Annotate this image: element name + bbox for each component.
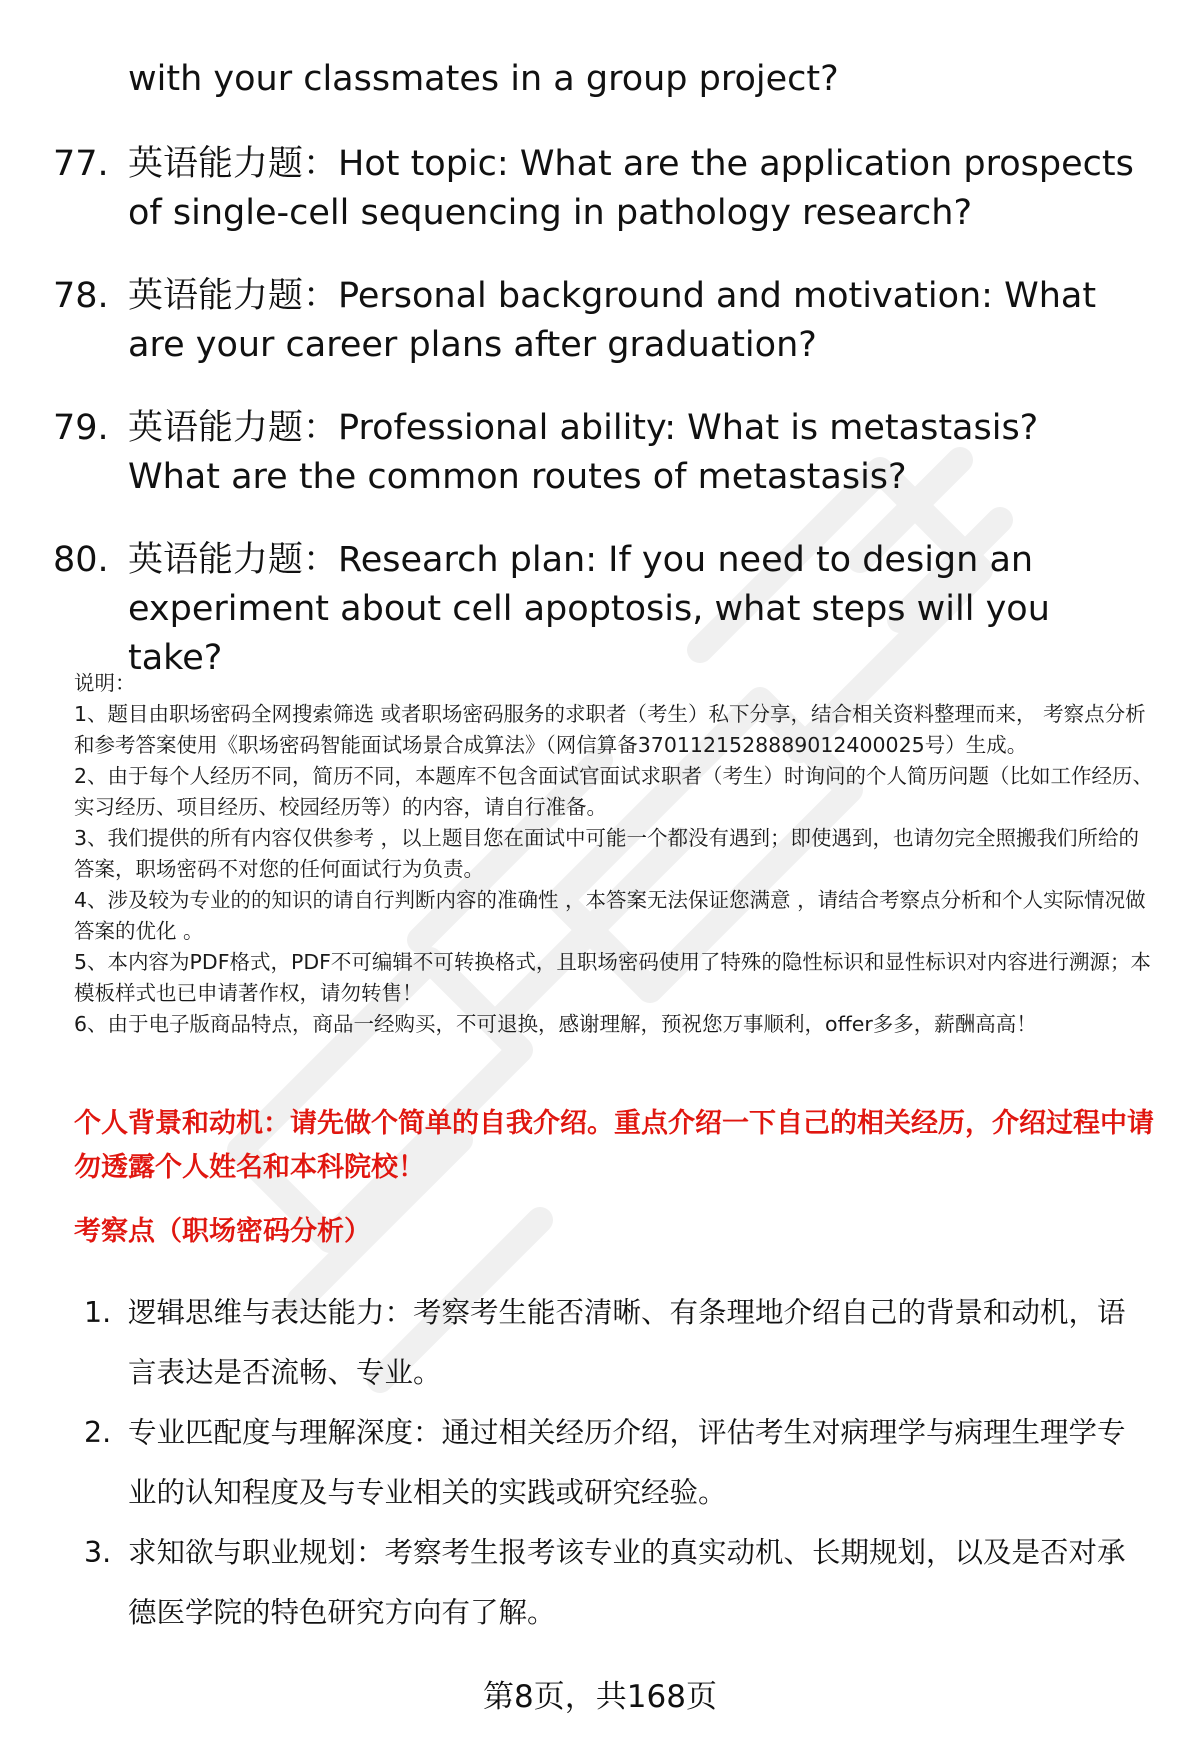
notes-item-2: 2、由于每个人经历不同，简历不同，本题库不包含面试官面试求职者（考生）时询问的个人简历问题（比如工作经历、实习经历、项目经历、校园经历等）的内容，请自行准备。	[74, 764, 1154, 819]
point-number: 2.	[84, 1416, 112, 1449]
question-item-80	[0, 536, 1200, 683]
notes-item-6: 6、由于电子版商品特点，商品一经购买，不可退换，感谢理解，预祝您万事顺利，offer多多，薪酬高高！	[74, 1012, 1037, 1036]
notes-item-4: 4、涉及较为专业的的知识的请自行判断内容的准确性 ，本答案无法保证您满意 ，请结合考察点分析和个人实际情况做答案的优化 。	[74, 888, 1146, 943]
notes-title: 说明：	[74, 671, 136, 695]
notes-item-1: 1、题目由职场密码全网搜索筛选 或者职场密码服务的求职者（考生）私下分享，结合相关资料整理而来， 考察点分析和参考答案使用《职场密码智能面试场景合成算法》（网信算备3701121528889012400025号）生成。	[74, 702, 1146, 757]
question-text: 英语能力题：Hot topic: What are the application prospects of single-cell sequencing in pathology research?	[128, 144, 1134, 233]
question-list	[0, 55, 1200, 717]
notes-item-3: 3、我们提供的所有内容仅供参考 ，以上题目您在面试中可能一个都没有遇到；即使遇到，也请勿完全照搬我们所给的答案，职场密码不对您的任何面试行为负责。	[74, 826, 1140, 881]
page-footer: 第8页，共168页	[483, 1679, 717, 1715]
question-continuation	[0, 55, 1200, 104]
question-item-78	[0, 272, 1200, 370]
analysis-point	[0, 1403, 1200, 1523]
point-text: 逻辑思维与表达能力：考察考生能否清晰、有条理地介绍自己的背景和动机，语言表达是否流畅、专业。	[128, 1296, 1126, 1389]
question-text: 英语能力题：Personal background and motivation: What are your career plans after graduation?	[128, 276, 1097, 365]
question-heading: 个人背景和动机：请先做个简单的自我介绍。重点介绍一下自己的相关经历，介绍过程中请勿透露个人姓名和本科院校！	[74, 1108, 1154, 1183]
point-number: 1.	[84, 1296, 112, 1329]
analysis-point	[0, 1523, 1200, 1643]
question-number: 77.	[53, 144, 109, 184]
question-item-79	[0, 404, 1200, 502]
question-item-77	[0, 140, 1200, 238]
point-text: 求知欲与职业规划：考察考生报考该专业的真实动机、长期规划，以及是否对承德医学院的特色研究方向有了解。	[128, 1536, 1126, 1629]
question-number: 79.	[53, 408, 109, 448]
question-number: 78.	[53, 276, 109, 316]
question-number: 80.	[53, 540, 109, 580]
analysis-point	[0, 1283, 1200, 1403]
point-number: 3.	[84, 1536, 112, 1569]
point-text: 专业匹配度与理解深度：通过相关经历介绍，评估考生对病理学与病理生理学专业的认知程度及与专业相关的实践或研究经验。	[128, 1416, 1126, 1509]
question-text: 英语能力题：Research plan: If you need to design an experiment about cell apoptosis, what steps will you take?	[128, 540, 1050, 678]
notes-item-5: 5、本内容为PDF格式，PDF不可编辑不可转换格式，且职场密码使用了特殊的隐性标识和显性标识对内容进行溯源；本模板样式也已申请著作权，请勿转售！	[74, 950, 1151, 1005]
question-text: with your classmates in a group project?	[128, 59, 839, 99]
analysis-points	[0, 1283, 1200, 1643]
analysis-subheading: 考察点（职场密码分析）	[74, 1216, 371, 1247]
disclaimer-notes	[74, 668, 1154, 1040]
question-text: 英语能力题：Professional ability: What is metastasis? What are the common routes of metastasis?	[128, 408, 1039, 497]
